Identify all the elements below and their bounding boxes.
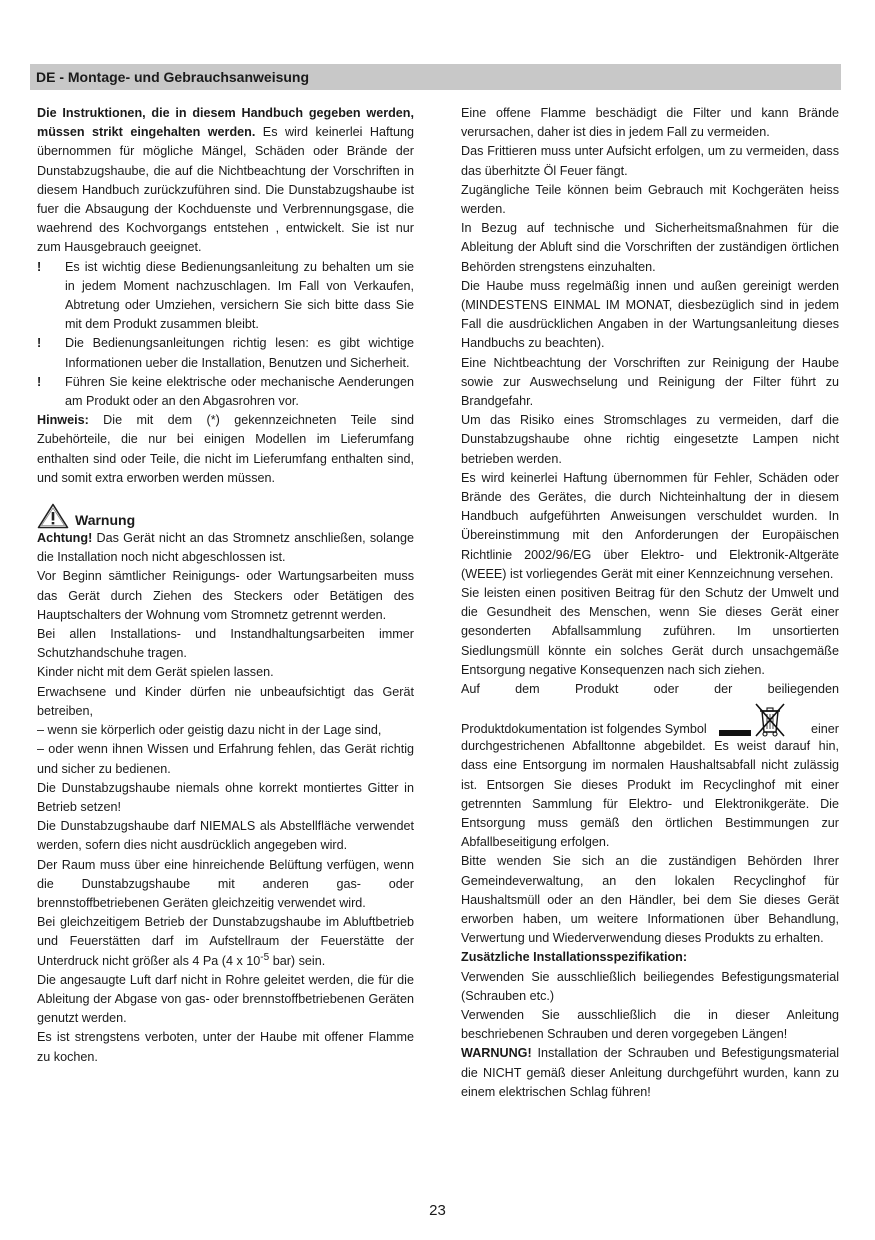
warning-title: Warnung <box>75 512 136 529</box>
section-header-bar <box>30 64 841 90</box>
body-paragraph: Sie leisten einen positiven Beitrag für den Schutz der Umwelt und die Gesundheit des Menschen, wenn Sie dieses Gerät einer gesonderten Abfallsammlung zuführen. Im unsortierten Siedlungsmüll könnte ein solches Gerät durch unsachgemäße Entsorgung negative Konsequenzen nach sich ziehen. <box>461 586 839 677</box>
warnung-paragraph <box>461 1044 839 1102</box>
bullet-text: Führen Sie keine elektrische oder mechanische Aenderungen am Produkt oder an den Abgasrohren vor. <box>65 374 414 409</box>
body-paragraph: Der Raum muss über eine hinreichende Belüftung verfügen, wenn die Dunstabzugshaube mit anderen gas- oder brennstoffbetriebenen Geräten gleichzeitig verwendet wird. <box>37 857 414 910</box>
warnung-label: WARNUNG! <box>461 1046 532 1061</box>
body-paragraph: durchgestrichenen Abfalltonne abgebildet. Es weist darauf hin, dass eine Entsorgung im normalen Haushaltsabfall nicht zulässig ist. Entsorgen Sie dieses Produkt im Recyclinghof mit einer getrennten Sammlung für Elektro- und Elektronikgeräte. Die Entsorgung muss gemäß den örtlichen Bestimmungen zur Abfallbeseitigung erfolgen. <box>461 739 839 850</box>
spec-paragraph: Verwenden Sie ausschließlich beiliegendes Befestigungsmaterial (Schrauben etc.) <box>461 969 839 1003</box>
achtung-label: Achtung! <box>37 531 93 546</box>
symbol-line-bottom <box>461 720 839 739</box>
pressure-text: Bei gleichzeitigem Betrieb der Dunstabzugshaube im Abluftbetrieb und Feuerstätten darf im Aufstellraum der Feuerstätte der Unterdruck nicht größer als 4 Pa (4 x 10 <box>37 915 414 968</box>
hinweis-text: Die mit dem (*) gekennzeichneten Teile sind Zubehörteile, die nur bei einigen Modellen im Lieferumfang enthalten sind oder Teile, die nicht im Lieferumfang enthalten sind, und somit extra erworben werden müssen. <box>37 413 414 485</box>
bullet-item <box>37 258 414 335</box>
body-paragraph: Es wird keinerlei Haftung übernommen für Fehler, Schäden oder Brände des Gerätes, die durch Nichteinhaltung der in diesem Handbuch aufgeführten Anweisungen verschuldet wurden. In Übereinstimmung mit den Anforderungen der Europäischen Richtlinie 2002/96/EG über Elektro- und Elektronik-Altgeräte (WEEE) ist vorliegendes Gerät mit einer Kennzeichnung versehen. <box>461 470 839 581</box>
weee-symbol-line <box>461 680 839 737</box>
body-paragraph: Die Haube muss regelmäßig innen und außen gereinigt werden (MINDESTENS EINMAL IM MONAT, diesbezüglich sind in jedem Fall die ausdrücklichen Angaben in der Wartungsanleitung dieses Handbuchs zu beachten). <box>461 278 839 351</box>
body-paragraph: Die angesaugte Luft darf nicht in Rohre geleitet werden, die für die Ableitung der Abgase von gas- oder brennstoffbetriebenen Geräten genutzt werden. <box>37 972 414 1026</box>
body-paragraph: Kinder nicht mit dem Gerät spielen lassen. <box>37 665 274 680</box>
warning-triangle-icon <box>37 503 69 529</box>
body-paragraph: In Bezug auf technische und Sicherheitsmaßnahmen für die Ableitung der Abluft sind die Vorschriften der zuständigen örtlichen Behörden strengstens einzuhalten. <box>461 221 839 274</box>
pressure-paragraph <box>37 913 414 971</box>
page-number: 23 <box>429 1202 446 1219</box>
word: der <box>714 682 733 697</box>
symbol-pre-text: Produktdokumentation ist folgendes Symbol <box>461 721 707 736</box>
bullet-item <box>37 373 414 411</box>
achtung-text: Das Gerät nicht an das Stromnetz anschließen, solange die Installation noch nicht abgeschlossen ist. <box>37 531 414 565</box>
word: Auf <box>461 682 480 697</box>
right-column <box>461 104 839 1102</box>
body-paragraph: Zugängliche Teile können beim Gebrauch mit Kochgeräten heiss werden. <box>461 182 839 217</box>
section-title: DE - Montage- und Gebrauchsanweisung <box>36 69 310 85</box>
body-paragraph: Die Dunstabzugshaube darf NIEMALS als Abstellfläche verwendet werden, sofern dies nicht ausdrücklich angegeben wird. <box>37 819 414 853</box>
symbol-post-text: einer <box>810 721 839 736</box>
bullet-mark: ! <box>37 374 42 389</box>
body-paragraph: Es ist strengstens verboten, unter der Haube mit offener Flamme zu kochen. <box>37 1030 414 1064</box>
achtung-paragraph <box>37 529 414 567</box>
body-paragraph: Die Dunstabzugshaube niemals ohne korrekt montiertes Gitter in Betrieb setzen! <box>37 780 414 814</box>
body-paragraph: – oder wenn ihnen Wissen und Erfahrung fehlen, das Gerät richtig und sicher zu bedienen. <box>37 742 414 776</box>
hinweis-label: Hinweis: <box>37 413 89 428</box>
pressure-exponent: -5 <box>260 951 270 963</box>
body-paragraph: – wenn sie körperlich oder geistig dazu nicht in der Lage sind, <box>37 723 382 738</box>
pressure-tail: bar) sein. <box>269 953 326 968</box>
bullet-mark: ! <box>37 259 42 274</box>
intro-text: Es wird keinerlei Haftung übernommen für mögliche Mängel, Schäden oder Brände der Dunstabzugshaube, die auf die Nichtbeachtung der Vorschriften in diesem Handbuch zurückzuführen sind. Die Dunstabzugshaube ist fuer die Absaugung der Kochduenste und Verbrennungsgase, die waehrend des Kochvorgangs entstehen , entwickelt. Sie ist nur zum Hausgebrauch geeignet. <box>37 125 414 255</box>
intro-bold-text: Die Instruktionen, die in diesem Handbuch gegeben werden, müssen strikt eingehalten werden. <box>37 106 414 140</box>
word: oder <box>653 682 679 697</box>
symbol-line-words <box>461 680 839 699</box>
word: Produkt <box>574 682 619 697</box>
spec-title: Zusätzliche Installationsspezifikation: <box>461 950 688 965</box>
bullet-item <box>37 334 414 372</box>
body-paragraph: Bitte wenden Sie sich an die zuständigen Behörden Ihrer Gemeindeverwaltung, an den lokalen Recyclinghof für Haushaltsmüll oder an den Händler, bei dem Sie dieses Gerät erworben haben, um weitere Informationen über Behandlung, Verwertung und Wiederverwendung dieses Produkts zu erhalten. <box>461 854 839 946</box>
body-paragraph: Eine Nichtbeachtung der Vorschriften zur Reinigung der Haube sowie zur Auswechselung und Reinigung der Filter führt zu Brandgefahr. <box>461 355 839 409</box>
body-paragraph: Bei allen Installations- und Instandhaltungsarbeiten immer Schutzhandschuhe tragen. <box>37 627 414 661</box>
body-paragraph: Erwachsene und Kinder dürfen nie unbeaufsichtigt das Gerät betreiben, <box>37 684 414 718</box>
bullet-text: Es ist wichtig diese Bedienungsanleitung zu behalten um sie in jedem Moment nachzuschlagen. Im Fall von Verkaufen, Abtretung oder Umziehen, versichern Sie sich bitte dass Sie mit dem Produkt zusammen bleibt. <box>65 259 414 332</box>
warnung-text: Installation der Schrauben und Befestigungsmaterial die NICHT gemäß dieser Anleitung durchgeführt wurden, kann zu einem elektrischen Schlag führen! <box>461 1046 839 1099</box>
body-paragraph: Eine offene Flamme beschädigt die Filter und kann Brände verursachen, daher ist dies in jedem Fall zu vermeiden. <box>461 106 839 140</box>
weee-bar-icon <box>719 730 751 736</box>
body-paragraph: Um das Risiko eines Stromschlages zu vermeiden, darf die Dunstabzugshaube ohne richtig eingesetzte Lampen nicht betrieben werden. <box>461 413 839 466</box>
intro-paragraph <box>37 104 414 258</box>
left-column <box>37 104 414 1067</box>
bullet-mark: ! <box>37 336 42 351</box>
body-paragraph: Das Frittieren muss unter Aufsicht erfolgen, um zu vermeiden, dass das überhitzte Öl Feuer fängt. <box>461 144 839 178</box>
hinweis-paragraph <box>37 411 414 488</box>
word: beiliegenden <box>767 682 839 697</box>
word: dem <box>515 682 540 697</box>
warning-heading <box>37 499 414 529</box>
spec-paragraph: Verwenden Sie ausschließlich die in dieser Anleitung beschriebenen Schrauben und deren vorgegeben Längen! <box>461 1007 839 1042</box>
body-paragraph: Vor Beginn sämtlicher Reinigungs- oder Wartungsarbeiten muss das Gerät durch Ziehen des Steckers oder Betätigen des Hauptschalters der Wohnung vom Stromnetz getrennt werden. <box>37 569 414 622</box>
bullet-text: Die Bedienungsanleitungen richtig lesen: es gibt wichtige Informationen ueber die Installation, Benutzen und Sicherheit. <box>65 336 414 370</box>
